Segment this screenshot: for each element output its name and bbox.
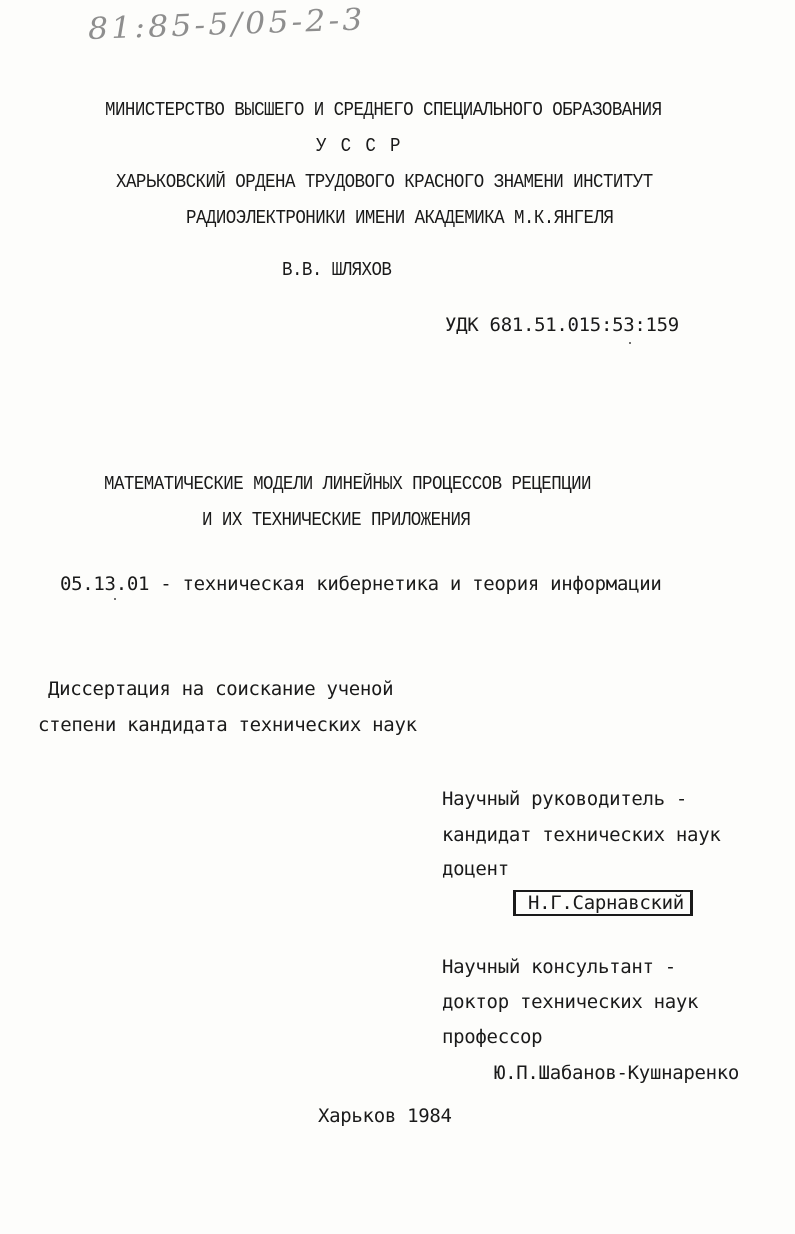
archive-mark: 81:85-5/05-2-3 <box>87 2 367 47</box>
degree-line-2: степени кандидата технических наук <box>38 714 417 736</box>
city-year: Харьков 1984 <box>318 1105 452 1127</box>
consultant-rank: профессор <box>442 1026 543 1048</box>
scan-speck <box>629 342 631 344</box>
consultant-degree: доктор технических наук <box>442 991 699 1013</box>
scan-speck <box>114 598 116 600</box>
institute-line-1: ХАРЬКОВСКИЙ ОРДЕНА ТРУДОВОГО КРАСНОГО ЗНАМЕНИ ИНСТИТУТ <box>116 171 653 193</box>
supervisor-name: Н.Г.Сарнавский <box>528 892 684 914</box>
title-line-2: И ИХ ТЕХНИЧЕСКИЕ ПРИЛОЖЕНИЯ <box>202 509 471 531</box>
republic-line: У С С Р <box>316 135 403 157</box>
consultant-name: Ю.П.Шабанов-Кушнаренко <box>494 1062 740 1084</box>
supervisor-degree: кандидат технических наук <box>442 824 721 846</box>
box-left-edge <box>513 890 516 916</box>
supervisor-rank: доцент <box>442 858 509 880</box>
title-line-1: МАТЕМАТИЧЕСКИЕ МОДЕЛИ ЛИНЕЙНЫХ ПРОЦЕССОВ РЕЦЕПЦИИ <box>104 473 591 495</box>
institute-line-2: РАДИОЭЛЕКТРОНИКИ ИМЕНИ АКАДЕМИКА М.К.ЯНГЕЛЯ <box>186 207 614 229</box>
supervisor-name-box <box>514 890 692 916</box>
supervisor-role: Научный руководитель - <box>442 788 688 810</box>
specialty-line: 05.13.01 - техническая кибернетика и теория информации <box>60 573 662 595</box>
udc-code: УДК 681.51.015:53:159 <box>445 314 679 336</box>
degree-line-1: Диссертация на соискание ученой <box>48 678 394 700</box>
box-right-edge <box>690 890 693 916</box>
author-name: В.В. ШЛЯХОВ <box>282 259 392 281</box>
consultant-role: Научный консультант - <box>442 956 676 978</box>
ministry-line: МИНИСТЕРСТВО ВЫСШЕГО И СРЕДНЕГО СПЕЦИАЛЬНОГО ОБРАЗОВАНИЯ <box>105 99 662 121</box>
